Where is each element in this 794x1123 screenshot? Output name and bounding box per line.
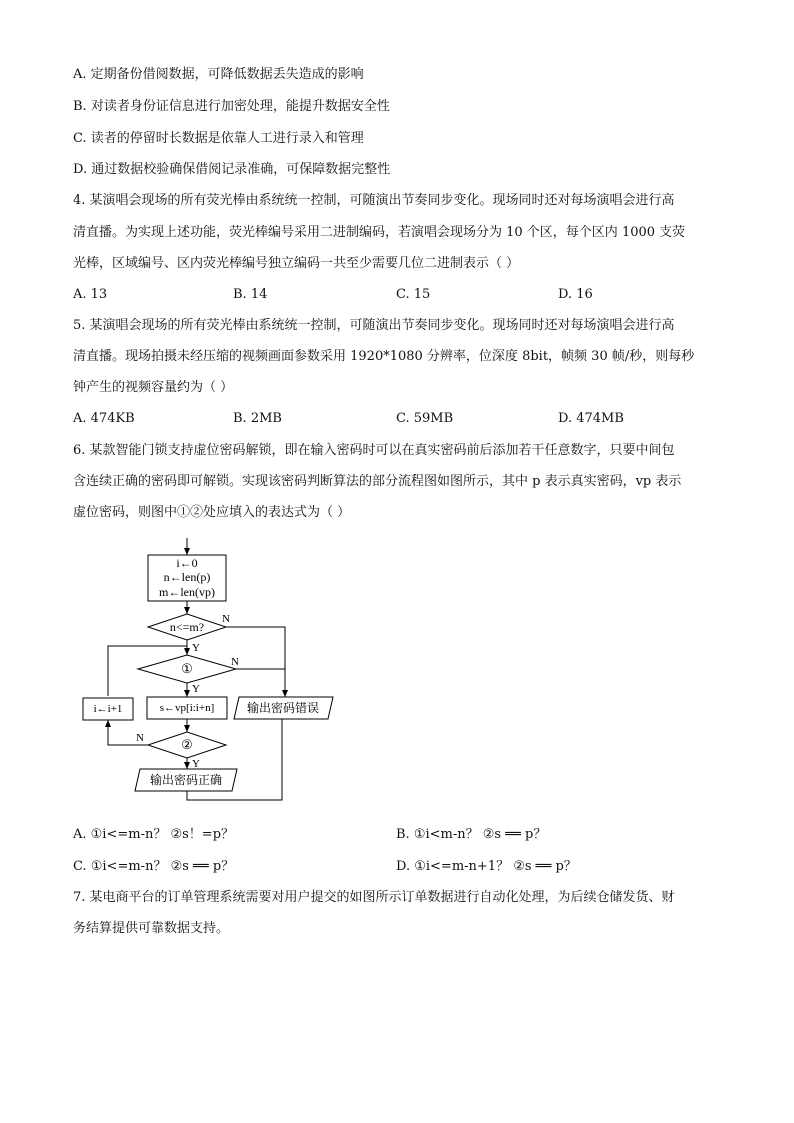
q5-option-c: C. 59MB (396, 411, 454, 426)
q6-option-d: D. ①i<=m-n+1？ ②s ══ p？ (396, 859, 577, 874)
q4-stem-line1: 4. 某演唱会现场的所有荧光棒由系统统一控制，可随演出节奏同步变化。现场同时还对每场演唱会进行高 (73, 193, 675, 208)
q5-option-a: A. 474KB (73, 411, 135, 426)
cond1-no-label: N (222, 613, 230, 625)
init-n: n←len(p) (163, 570, 211, 584)
q5-option-b: B. 2MB (233, 411, 282, 426)
q3-option-a: A. 定期备份借阅数据，可降低数据丢失造成的影响 (73, 67, 364, 82)
q6-option-b: B. ①i<m-n？ ②s ══ p？ (396, 827, 547, 842)
q5-stem-line3: 钟产生的视频容量约为（ ） (73, 380, 234, 395)
cond1-label: n<=m? (169, 620, 205, 634)
q6-stem-line1: 6. 某款智能门锁支持虚位密码解锁，即在输入密码时可以在真实密码前后添加若干任意数字，只要中间包 (73, 443, 675, 458)
q3-option-c: C. 读者的停留时长数据是依靠人工进行录入和管理 (73, 131, 364, 146)
q6-option-a: A. ①i<=m-n？ ②s！=p？ (73, 827, 235, 842)
q6-stem-line3: 虚位密码，则图中①②处应填入的表达式为（ ） (73, 505, 351, 520)
q3-option-d: D. 通过数据校验确保借阅记录准确，可保障数据完整性 (73, 162, 391, 177)
cond3-no-label: N (136, 732, 144, 744)
cond2-no-label: N (231, 656, 239, 668)
cond3-label: ② (181, 737, 193, 752)
q4-option-b: B. 14 (233, 287, 268, 302)
q5-option-d: D. 474MB (558, 411, 624, 426)
q5-stem-line1: 5. 某演唱会现场的所有荧光棒由系统统一控制，可随演出节奏同步变化。现场同时还对每场演唱会进行高 (73, 318, 675, 333)
init-m: m←len(vp) (159, 585, 215, 599)
q4-stem-line3: 光棒，区域编号、区内荧光棒编号独立编码一共至少需要几位二进制表示（ ） (73, 256, 520, 271)
output-correct-label: 输出密码正确 (149, 773, 223, 787)
q5-stem-line2: 清直播。现场拍摄未经压缩的视频画面参数采用 1920*1080 分辨率，位深度 8bit，帧频 30 帧/秒，则每秒 (73, 349, 695, 364)
q4-option-c: C. 15 (396, 287, 431, 302)
cond2-label: ① (181, 661, 193, 676)
increment-label: i←i+1 (93, 703, 123, 715)
q6-stem-line2: 含连续正确的密码即可解锁。实现该密码判断算法的部分流程图如图所示，其中 p 表示真实密码，vp 表示 (73, 474, 682, 489)
cond1-yes-label: Y (192, 642, 200, 654)
output-error-label: 输出密码错误 (246, 701, 320, 715)
q7-stem-line2: 务结算提供可靠数据支持。 (73, 921, 230, 936)
q3-option-b: B. 对读者身份证信息进行加密处理，能提升数据安全性 (73, 99, 390, 114)
q6-option-c: C. ①i<=m-n？ ②s ══ p？ (73, 859, 235, 874)
init-i: i←0 (176, 556, 198, 570)
q7-stem-line1: 7. 某电商平台的订单管理系统需要对用户提交的如图所示订单数据进行自动化处理，为后续仓储发货、财 (73, 890, 675, 905)
q4-option-a: A. 13 (73, 287, 108, 302)
q4-option-d: D. 16 (558, 287, 593, 302)
q4-stem-line2: 清直播。为实现上述功能，荧光棒编号采用二进制编码，若演唱会现场分为 10 个区，每个区内 1000 支荧 (73, 225, 686, 240)
cond2-yes-label: Y (192, 683, 200, 695)
assign-s-label: s←vp[i:i+n] (159, 702, 215, 714)
cond3-yes-label: Y (192, 758, 200, 770)
